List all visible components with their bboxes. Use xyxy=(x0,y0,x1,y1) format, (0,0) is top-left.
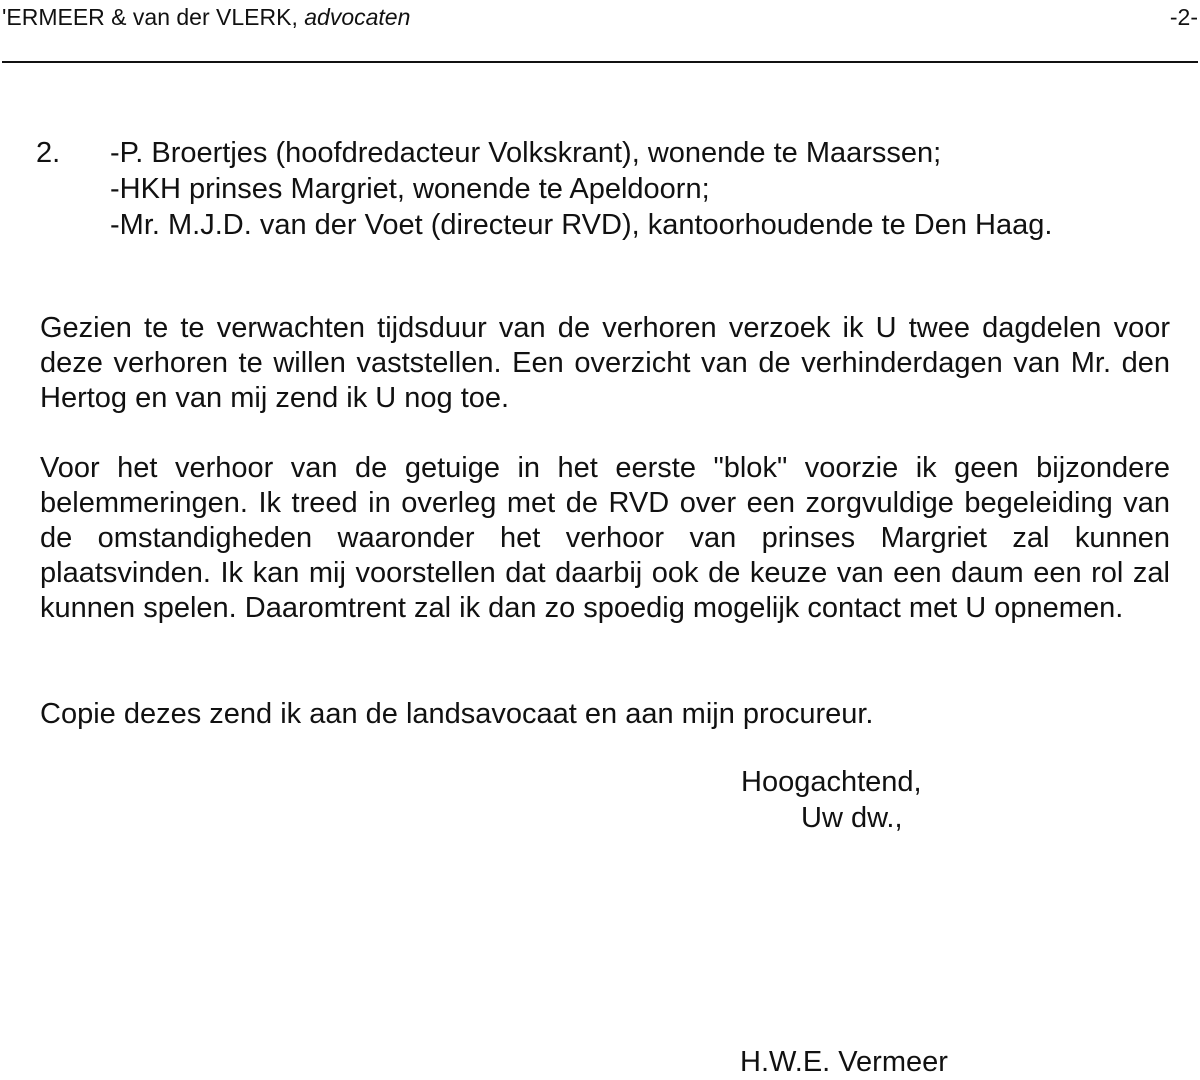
paragraph-copy-notice: Copie dezes zend ik aan de landsavocaat en aan mijn procureur. xyxy=(40,698,874,730)
list-number: 2. xyxy=(36,137,61,169)
closing-greeting: Hoogachtend, xyxy=(741,766,922,798)
paragraph-first-block: Voor het verhoor van de getuige in het eerste "blok" voorzie ik geen bijzondere belemmeringen. Ik treed in overleg met de RVD over een zorgvuldige begeleiding van de omstandigheden waaronder het verhoor van prinses Margriet zal kunnen plaatsvinden. Ik kan mij voorstellen dat daarbij ook de keuze van een daum een rol zal kunnen spelen. Daaromtrent zal ik dan zo spoedig mogelijk contact met U opnemen. xyxy=(40,452,1170,624)
closing-sign-off: Uw dw., xyxy=(801,802,903,834)
header-divider xyxy=(2,61,1198,63)
list-item: -HKH prinses Margriet, wonende te Apeldoorn; xyxy=(110,173,710,205)
signer-name: H.W.E. Vermeer xyxy=(740,1046,948,1078)
witness-items xyxy=(110,135,1168,243)
list-item: -Mr. M.J.D. van der Voet (directeur RVD), kantoorhoudende te Den Haag. xyxy=(110,209,1053,241)
closing-block xyxy=(741,764,922,836)
letterhead xyxy=(2,4,1198,36)
list-item: -P. Broertjes (hoofdredacteur Volkskrant), wonende te Maarssen; xyxy=(110,137,942,169)
firm-name: 'ERMEER & van der VLERK, xyxy=(2,4,298,30)
paragraph-hearing-duration: Gezien te te verwachten tijdsduur van de verhoren verzoek ik U twee dagdelen voor deze verhoren te willen vaststellen. Een overzicht van de verhinderdagen van Mr. den Hertog en van mij zend ik U nog toe. xyxy=(40,312,1170,414)
page-number: -2- xyxy=(1169,4,1198,30)
firm-role: advocaten xyxy=(304,4,411,30)
firm-name-line xyxy=(2,4,410,31)
